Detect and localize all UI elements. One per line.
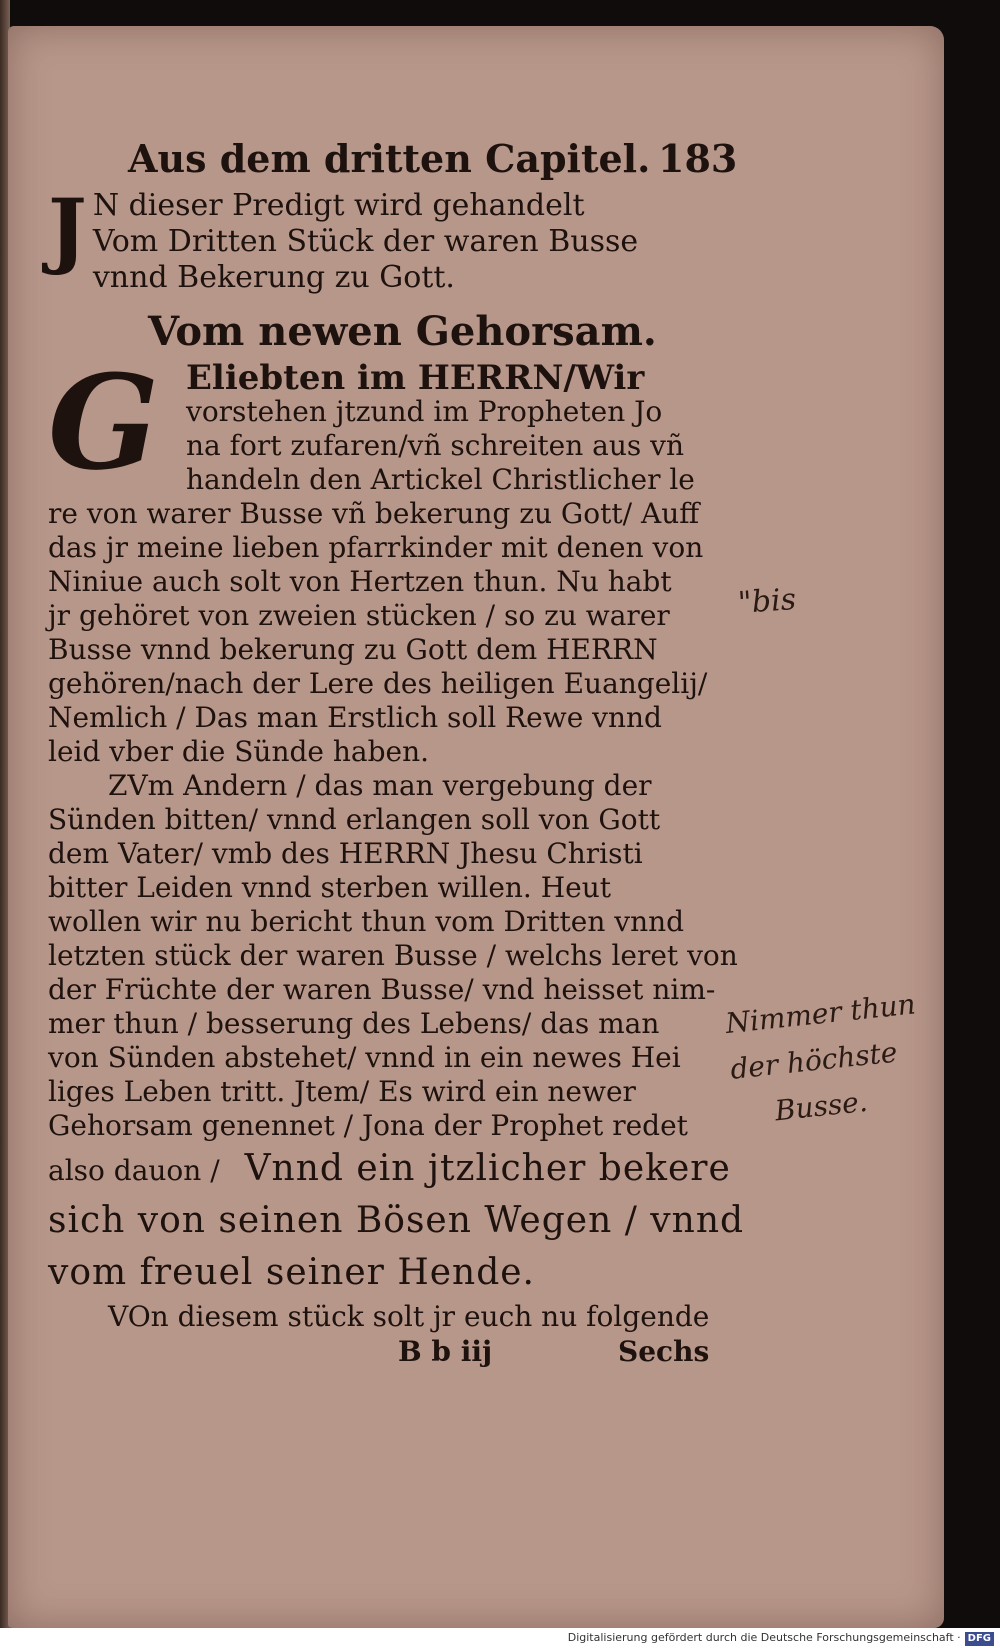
chapter-summary	[48, 182, 738, 296]
margin-note-line: Nimmer thun	[723, 987, 918, 1041]
text-line: dem Vater/ vmb des HERRN Jhesu Christi	[48, 837, 643, 870]
text-line: handeln den Artickel Christlicher le	[186, 463, 695, 496]
summary-line: vnnd Bekerung zu Gott.	[92, 260, 455, 295]
paragraph-lead: Eliebten im HERRN/Wir	[186, 358, 645, 398]
margin-note-line: Busse.	[773, 1084, 870, 1128]
quote-first-line: Vnnd ein jtzlicher bekere	[244, 1148, 731, 1189]
page-number: 183	[658, 136, 738, 181]
text-block	[48, 126, 745, 1375]
text-line: wollen wir nu bericht thun vom Dritten vnnd	[48, 905, 685, 938]
paragraph-2	[48, 769, 738, 1195]
text-line: gehören/nach der Lere des heiligen Euangelij/	[48, 667, 708, 700]
closing-line: VOn diesem stück solt jr euch nu folgende	[108, 1300, 710, 1333]
catchword: Sechs	[618, 1335, 710, 1368]
text-line: Nemlich / Das man Erstlich soll Rewe vnnd	[48, 701, 662, 734]
book-page	[8, 26, 944, 1628]
ornamental-initial: G	[48, 346, 160, 499]
digitization-footer	[0, 1628, 1000, 1648]
running-head-title: Aus dem dritten Capitel.	[128, 136, 651, 181]
signature-mark: B b iij	[398, 1335, 493, 1368]
text-line: das jr meine lieben pfarrkinder mit denen von	[48, 531, 704, 564]
text-line: jr gehöret von zweien stücken / so zu warer	[48, 599, 670, 632]
quote-line: vom freuel seiner Hende.	[48, 1252, 535, 1293]
text-line: mer thun / besserung des Lebens/ das man	[48, 1007, 660, 1040]
scripture-quote	[48, 1195, 745, 1299]
margin-note-line: der höchste	[728, 1035, 899, 1086]
dfg-logo: DFG	[965, 1632, 994, 1646]
text-line: Niniue auch solt von Hertzen thun. Nu habt	[48, 565, 672, 598]
text-line: der Früchte der waren Busse/ vnd heisset nim-	[48, 973, 716, 1006]
text-line: bitter Leiden vnnd sterben willen. Heut	[48, 871, 612, 904]
text-line: ZVm Andern / das man vergebung der	[108, 769, 652, 802]
section-heading: Vom newen Gehorsam.	[148, 308, 657, 355]
text-line: vorstehen jtzund im Propheten Jo	[186, 395, 663, 428]
summary-line: Vom Dritten Stück der waren Busse	[92, 224, 639, 259]
summary-drop-cap: J	[48, 182, 87, 278]
text-line: letzten stück der waren Busse / welchs leret von	[48, 939, 738, 972]
text-line: na fort zufaren/vñ schreiten aus vñ	[186, 429, 684, 462]
text-line: liges Leben tritt. Jtem/ Es wird ein newer	[48, 1075, 636, 1108]
text-line: von Sünden abstehet/ vnnd in ein newes Hei	[48, 1041, 681, 1074]
text-line: leid vber die Sünde haben.	[48, 735, 430, 768]
running-head	[48, 126, 738, 188]
margin-note-2	[723, 981, 926, 1138]
text-line: Sünden bitten/ vnnd erlangen soll von Gott	[48, 803, 661, 836]
margin-note-1: "bis	[736, 582, 798, 621]
text-line: also dauon /	[48, 1154, 220, 1187]
footer-text: Digitalisierung gefördert durch die Deutsche Forschungsgemeinschaft ·	[567, 1631, 961, 1644]
quote-line: sich von seinen Bösen Wegen / vnnd	[48, 1200, 745, 1241]
summary-line: N dieser Predigt wird gehandelt	[92, 188, 585, 223]
text-line: re von warer Busse vñ bekerung zu Gott/ Auff	[48, 497, 700, 530]
text-line: Gehorsam genennet / Jona der Prophet redet	[48, 1109, 688, 1142]
paragraph-1	[48, 346, 738, 769]
signature-line	[48, 1335, 738, 1375]
text-line: Busse vnnd bekerung zu Gott dem HERRN	[48, 633, 658, 666]
